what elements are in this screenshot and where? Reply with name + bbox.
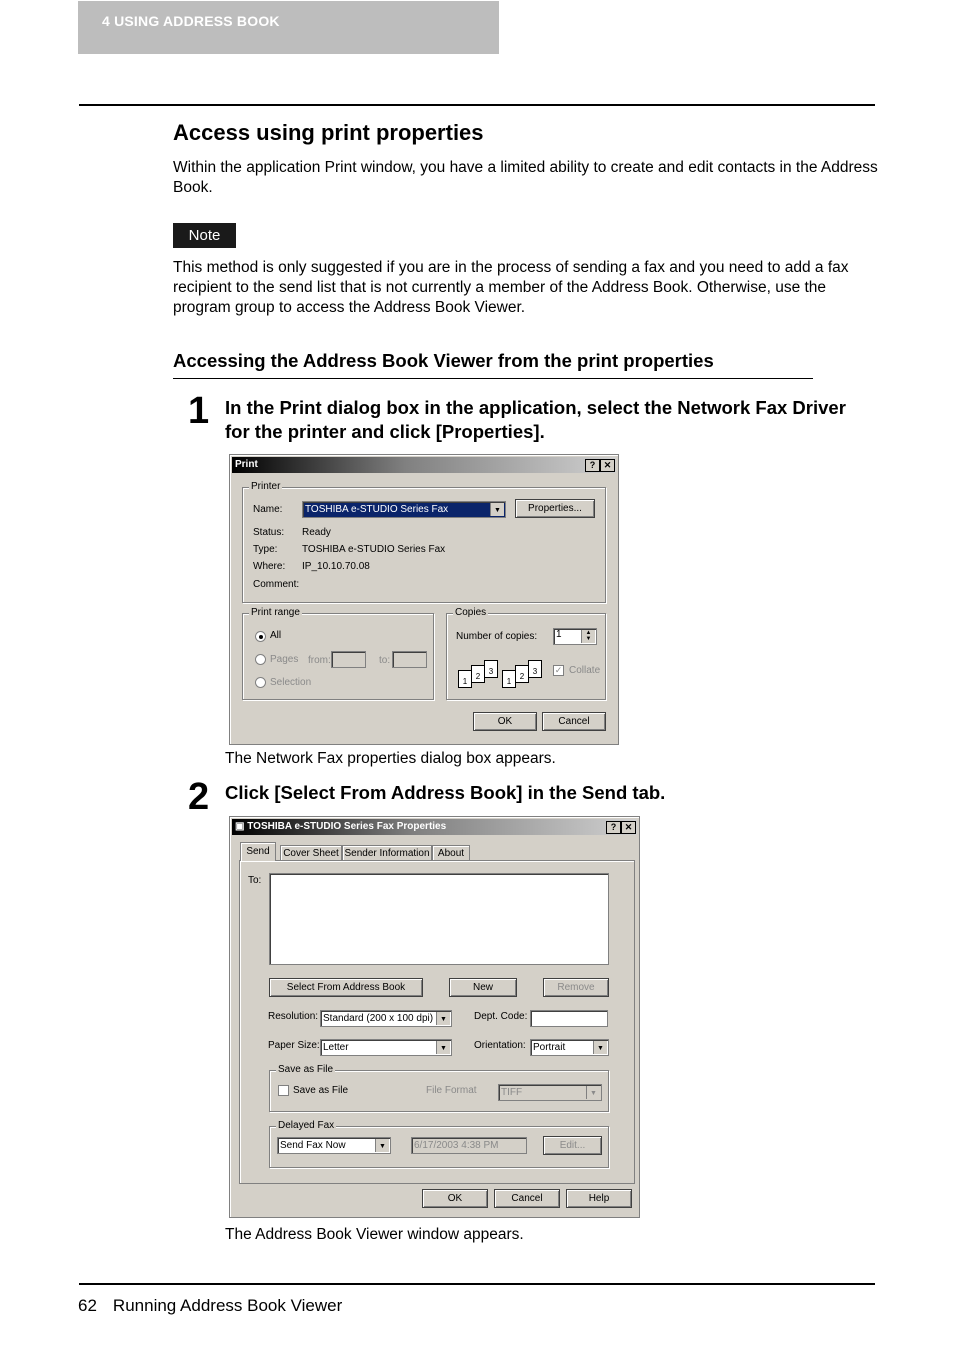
intro-paragraph: Within the application Print window, you have a limited ability to create and edit contacts in the Address Book. [173,159,878,196]
orientation-label: Orientation: [474,1040,526,1051]
paper-size-select[interactable] [320,1039,452,1056]
page-1-icon: 1 [458,670,472,688]
spinner-arrows-icon[interactable]: ▲ ▼ [581,630,595,643]
edit-button[interactable]: Edit... [543,1136,602,1155]
help-button[interactable]: Help [566,1189,632,1208]
orientation-select[interactable] [530,1039,609,1056]
note-badge: Note [173,223,236,248]
top-rule [79,104,875,106]
fax-properties-dialog [229,816,640,1218]
printer-name-select[interactable] [302,501,506,518]
help-icon[interactable]: ? [585,459,600,472]
selection-radio[interactable] [255,677,266,688]
num-copies-spinner[interactable] [553,628,597,645]
recipients-list[interactable] [269,873,609,965]
all-radio[interactable] [255,631,266,642]
num-copies-label: Number of copies: [456,631,538,642]
name-label: Name: [253,504,283,515]
save-as-file-group-label: Save as File [278,1064,334,1075]
paper-size-value: Letter [323,1042,349,1053]
tab-cover-sheet[interactable]: Cover Sheet [280,845,342,861]
fax-dialog-title: TOSHIBA e-STUDIO Series Fax Properties [247,821,447,832]
chapter-tab [78,1,499,54]
cancel-button[interactable]: Cancel [494,1189,560,1208]
footer [78,1296,342,1316]
delayed-fax-group-label: Delayed Fax [278,1120,335,1131]
printer-icon: ▣ [235,821,248,832]
new-button[interactable]: New [449,978,517,997]
dept-code-label: Dept. Code: [474,1011,528,1022]
ok-button[interactable]: OK [473,712,537,731]
print-dialog-titlebar [232,457,616,473]
close-icon[interactable]: ✕ [600,459,615,472]
collate-label: Collate [569,665,601,676]
where-value: IP_10.10.70.08 [302,561,370,572]
type-value: TOSHIBA e-STUDIO Series Fax [302,544,446,555]
num-copies-value: 1 [556,629,562,640]
page-3-icon: 3 [528,660,542,678]
page-2-icon: 2 [515,665,529,683]
to-label: To: [248,875,262,886]
dept-code-input[interactable] [530,1010,608,1027]
paper-size-label: Paper Size: [268,1040,320,1051]
tab-about[interactable]: About [432,845,470,861]
to-label: to: [379,655,391,666]
delayed-datetime-value: 6/17/2003 4:38 PM [414,1140,499,1151]
from-input[interactable] [331,651,366,668]
delayed-fax-value: Send Fax Now [280,1140,346,1151]
delayed-datetime-input[interactable] [411,1137,527,1154]
pages-radio[interactable] [255,654,266,665]
save-as-file-label: Save as File [293,1085,349,1096]
to-input[interactable] [392,651,427,668]
step-caption: The Network Fax properties dialog box appears. [225,750,556,767]
page-3-icon: 3 [484,660,498,678]
status-label: Status: [253,527,285,538]
ok-button[interactable]: OK [422,1189,488,1208]
chapter-title: 4 USING ADDRESS BOOK [102,13,280,29]
footer-title: Running Address Book Viewer [112,1296,343,1315]
selection-label: Selection [270,677,312,688]
section-title: Access using print properties [173,120,484,145]
properties-button[interactable]: Properties... [515,499,595,518]
print-dialog-title: Print [235,459,258,470]
file-format-label: File Format [426,1085,477,1096]
collate-checkbox[interactable]: ✓ [554,665,563,675]
printer-group-label: Printer [251,481,281,492]
page-1-icon: 1 [502,670,516,688]
select-from-address-book-button[interactable]: Select From Address Book [269,978,423,997]
print-range-label: Print range [251,607,300,618]
chevron-down-icon[interactable]: ▼ [490,503,504,516]
from-label: from: [308,655,331,666]
page-2-icon: 2 [471,665,485,683]
note-paragraph: This method is only suggested if you are in the process of sending a fax and you need to add a fax recipient to the send list that is not currently a member of the Address Book. Otherwise, use the program group to access the Address Book Viewer. [173,259,849,316]
resolution-select[interactable] [320,1010,452,1027]
printer-name-value: TOSHIBA e-STUDIO Series Fax [305,504,449,515]
tab-sender-information[interactable]: Sender Information [342,845,432,861]
page-number: 62 [78,1296,97,1315]
step-number: 2 [188,776,210,818]
print-dialog [229,454,619,745]
step-caption: The Address Book Viewer window appears. [225,1226,524,1243]
status-value: Ready [302,527,331,538]
close-icon[interactable]: ✕ [621,821,636,834]
resolution-label: Resolution: [268,1011,319,1022]
help-icon[interactable]: ? [606,821,621,834]
subsection-title: Accessing the Address Book Viewer from the print properties [173,350,714,371]
cancel-button[interactable]: Cancel [542,712,606,731]
chevron-down-icon[interactable]: ▼ [593,1041,607,1054]
subsection-rule [173,378,813,379]
chevron-down-icon[interactable]: ▼ [436,1012,450,1025]
chevron-down-icon[interactable]: ▼ [586,1086,600,1099]
step-text: Click [Select From Address Book] in the Send tab. [225,782,666,803]
save-as-file-checkbox[interactable] [278,1085,289,1096]
file-format-select[interactable] [498,1084,602,1101]
copies-label: Copies [455,607,487,618]
step-text: In the Print dialog box in the application, select the Network Fax Driver for the printer and click [Properties]. [225,397,846,442]
comment-label: Comment: [253,579,300,590]
where-label: Where: [253,561,286,572]
bottom-rule [79,1283,875,1285]
all-label: All [270,630,282,641]
chevron-down-icon[interactable]: ▼ [436,1041,450,1054]
type-label: Type: [253,544,278,555]
delayed-fax-select[interactable] [277,1137,391,1154]
orientation-value: Portrait [533,1042,566,1053]
fax-dialog-titlebar [232,819,637,835]
chevron-down-icon[interactable]: ▼ [375,1139,389,1152]
file-format-value: TIFF [501,1087,523,1098]
remove-button[interactable]: Remove [543,978,609,997]
step-number: 1 [188,390,210,432]
resolution-value: Standard (200 x 100 dpi) [323,1013,434,1024]
tab-send[interactable]: Send [240,842,276,861]
pages-label: Pages [270,654,299,665]
